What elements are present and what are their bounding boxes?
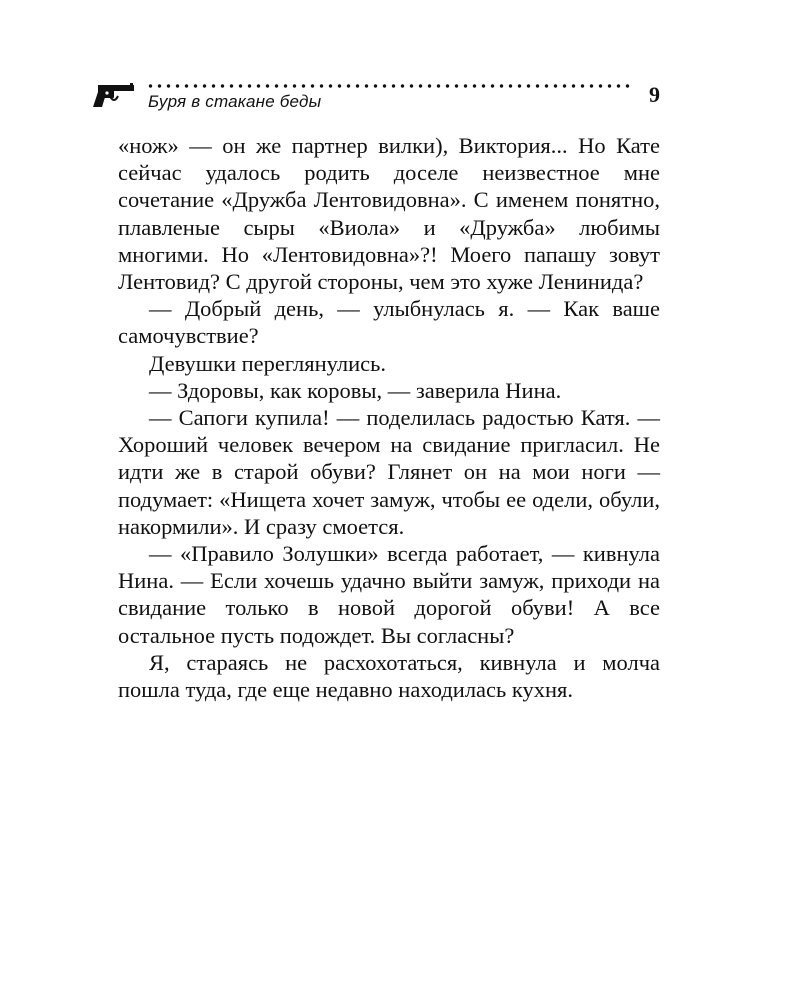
revolver-icon: [92, 82, 136, 108]
paragraph-5: — Сапоги купила! — поделилась радостью Катя. — Хороший человек вечером на свидание пригласил. Не идти же в старой обуви? Глянет он на мои ноги — подумает: «Нищета хочет замуж, чтобы ее одели, обули, накормили». И сразу смоется.: [118, 405, 660, 539]
paragraph-7: Я, стараясь не расхохотаться, кивнула и молча пошла туда, где еще недавно находилась кухня.: [118, 649, 660, 703]
page-header: [92, 74, 660, 114]
paragraph-6: — «Правило Золушки» всегда работает, — кивнула Нина. — Если хочешь удачно выйти замуж, приходи на свидание только в новой дорогой обуви! А все остальное пусть подождет. Вы согласны?: [118, 541, 660, 648]
paragraph-1: «нож» — он же партнер вилки), Виктория... Но Кате сейчас удалось родить доселе неизвестное мне сочетание «Дружба Лентовидовна». С именем понятно, плавленые сыры «Виола» и «Дружба» любимы многими. Но «Лентовидовна»?! Моего папашу зовут Лентовид? С другой стороны, чем это хуже Ленинида?: [118, 133, 660, 295]
paragraph-3: Девушки переглянулись.: [149, 350, 387, 376]
paragraph-4: — Здоровы, как коровы, — заверила Нина.: [149, 377, 562, 403]
paragraph-2: — Добрый день, — улыбнулась я. — Как ваше самочувствие?: [118, 296, 660, 349]
body-text: [118, 132, 660, 703]
header-dotted-rule: [146, 84, 634, 88]
page-number: 9: [649, 82, 660, 107]
running-title: Буря в стакане беды: [148, 92, 322, 111]
